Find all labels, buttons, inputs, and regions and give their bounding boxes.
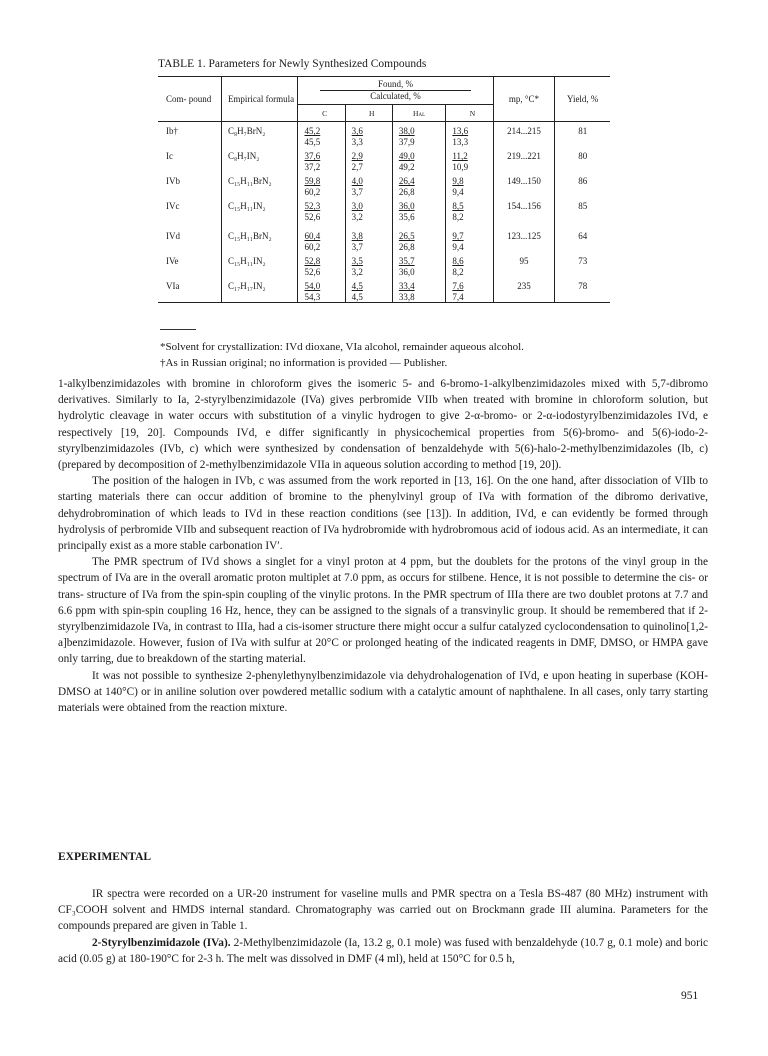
cell-n-calculated: 8,2 (452, 211, 464, 222)
cell-c-calculated: 54,3 (304, 291, 321, 302)
cell-hal (392, 227, 445, 252)
cell-yield: 78 (555, 277, 610, 303)
cell-yield: 80 (555, 147, 610, 172)
cell-n (446, 227, 493, 252)
cell-c-found: 59,8 (304, 176, 321, 186)
cell-hal-calculated: 26,8 (398, 241, 415, 252)
header-c: C (298, 105, 345, 122)
cell-h-calculated: 3,2 (351, 266, 363, 277)
cell-n (446, 147, 493, 172)
cell-formula: C₁₅H₁₁BrN₂ (221, 227, 298, 252)
cell-h-calculated: 3,7 (351, 241, 363, 252)
cell-compound: IVe (166, 256, 179, 266)
cell-n-calculated: 9,4 (452, 241, 464, 252)
section-heading-experimental: EXPERIMENTAL (58, 851, 152, 863)
cell-c-calculated: 37,2 (304, 161, 321, 172)
cell-hal-calculated: 36,0 (398, 266, 415, 277)
cell-c (298, 277, 345, 303)
cell-mp: 95 (493, 252, 555, 277)
cell-h-calculated: 4,5 (351, 291, 363, 302)
paragraph-4: It was not possible to synthesize 2-phenylethynylbenzimidazole via dehydrohalogenation of IVd, e upon heating in superbase (KOH-DMSO at 140°C) or in aniline solution over powdered metallic sodium with a catalytic amount of naphthalene. In all cases, only tarry starting materials were obtained from the reaction mixture. (58, 669, 708, 715)
cell-h-found: 3,6 (351, 126, 363, 136)
cell-h (345, 122, 392, 148)
header-mp: mp, °C* (493, 77, 555, 122)
discussion-text (58, 376, 708, 716)
cell-n-found: 8,5 (452, 201, 464, 211)
cell-hal-calculated: 35,6 (398, 211, 415, 222)
table-row (158, 277, 610, 303)
cell-n-found: 13,6 (452, 126, 469, 136)
cell-c-found: 54,0 (304, 281, 321, 291)
cell-h (345, 252, 392, 277)
cell-h-found: 3,0 (351, 201, 363, 211)
paragraph-3: The PMR spectrum of IVd shows a singlet for a vinyl proton at 4 ppm, but the doublets for the protons of the vinyl group in the spectrum of IVa are in the overall aromatic proton multiplet at 7.0 ppm, as occurs for stilbene. Hence, it is not possible to determine the cis- or trans- structure of IVa from the spin-spin coupling of the vinylic protons. In the PMR spectrum of IIIa there are two doublet protons at 7.7 and 6.6 ppm with spin-spin coupling 16 Hz, hence, they can be assigned to the signals of a transvinylic group. It should be remembered that if 2-styrylbenzimidazole IVa, in contrast to IIIa, had a cis-isomer structure there might occur a sulfur catalyzed cyclocondensation to quinolino[1,2-a]benzimidazole. However, fusion of IVa with sulfur at 20°C or prolonged heating of the indicated reagents in DMF, DMSO, or HMPA gave only tarring, due to breakdown of the starting material. (58, 556, 708, 666)
paragraph-1: 1-alkylbenzimidazoles with bromine in chloroform gives the isomeric 5- and 6-bromo-1-alkylbenzimidazoles mixed with 5,7-dibromo derivatives. Similarly to Ia, 2-styrylbenzimidazole (IVa) gives perbromide VIIb when treated with bromine in chloroform solution, but hydrolytic cleavage in water occurs with substitution of a vinylic hydrogen to give 2-α-bromo- or 2-α-iodostyrylbenzimidazoles IVd, e respectively [19, 20]. Compounds IVd, e differ significantly in physicochemical properties from 5(6)-bromo- and 5(6)-iodo-2-styrylbenzimidazoles (IVb, c) which were synthesized by condensation of benzaldehyde with 5(6)-halo-2-methylbenzimidazoles (Ib, c) (prepared by decomposition of 2-methylbenzimidazole VIIa in aqueous solution according to method [19, 20]). (58, 378, 708, 472)
cell-n (446, 252, 493, 277)
cell-n-calculated: 10,9 (452, 161, 469, 172)
compound-heading: 2-Styrylbenzimidazole (IVa). (92, 936, 231, 949)
cell-mp: 214...215 (493, 122, 555, 148)
cell-hal (392, 172, 445, 197)
cell-mp: 235 (493, 277, 555, 303)
cell-hal (392, 147, 445, 172)
cell-hal (392, 197, 445, 222)
cell-hal-calculated: 37,9 (398, 136, 415, 147)
cell-c-found: 45,2 (304, 126, 321, 136)
cell-c-calculated: 52,6 (304, 211, 321, 222)
cell-c-found: 37,6 (304, 151, 321, 161)
table-body (158, 122, 610, 303)
cell-yield: 85 (555, 197, 610, 222)
cell-n-found: 9,8 (452, 176, 464, 186)
cell-yield: 81 (555, 122, 610, 148)
cell-compound: IVd (166, 231, 180, 241)
cell-h-calculated: 3,3 (351, 136, 363, 147)
cell-mp: 154...156 (493, 197, 555, 222)
cell-mp: 149...150 (493, 172, 555, 197)
cell-h (345, 197, 392, 222)
experimental-text (58, 886, 708, 967)
cell-hal-found: 33,4 (398, 281, 415, 291)
cell-formula: C₈H₇IN₂ (221, 147, 298, 172)
table-row (158, 227, 610, 252)
cell-n-found: 7,6 (452, 281, 464, 291)
cell-h (345, 277, 392, 303)
cell-hal (392, 277, 445, 303)
cell-c-calculated: 52,6 (304, 266, 321, 277)
header-compound: Com- pound (158, 77, 221, 122)
cell-hal-found: 36,0 (398, 201, 415, 211)
cell-n (446, 277, 493, 303)
cell-yield: 64 (555, 227, 610, 252)
cell-compound: Ib† (166, 126, 178, 136)
cell-hal (392, 122, 445, 148)
header-hal: Hal (392, 105, 445, 122)
cell-n (446, 197, 493, 222)
cell-mp: 219...221 (493, 147, 555, 172)
table-row (158, 172, 610, 197)
cell-c (298, 197, 345, 222)
cell-c-found: 60,4 (304, 231, 321, 241)
page-number: 951 (681, 990, 699, 1002)
header-h: H (345, 105, 392, 122)
cell-n (446, 172, 493, 197)
cell-formula: C₁₅H₁₁IN₂ (221, 252, 298, 277)
cell-hal-calculated: 33,8 (398, 291, 415, 302)
cell-h-found: 4,5 (351, 281, 363, 291)
parameters-table (158, 76, 610, 303)
cell-yield: 73 (555, 252, 610, 277)
header-found-calculated (298, 77, 493, 105)
table-row (158, 252, 610, 277)
cell-c-found: 52,3 (304, 201, 321, 211)
cell-hal-found: 49,0 (398, 151, 415, 161)
cell-formula: C₁₇H₁₇IN₂ (221, 277, 298, 303)
paragraph-6-text: 2-Methylbenzimidazole (Ia, 13.2 g, 0.1 mole) was fused with benzaldehyde (10.7 g, 0.1 mole) and boric acid (0.05 g) at 180-190°C for 2-3 h. The melt was dissolved in DMF (4 ml), held at 150°C for 0.5 h, (58, 936, 708, 965)
cell-h (345, 172, 392, 197)
cell-hal-found: 38,0 (398, 126, 415, 136)
cell-h-calculated: 2,7 (351, 161, 363, 172)
cell-c (298, 172, 345, 197)
cell-hal-found: 26,5 (398, 231, 415, 241)
cell-hal (392, 252, 445, 277)
cell-formula: C₈H₇BrN₂ (221, 122, 298, 148)
cell-n-calculated: 7,4 (452, 291, 464, 302)
cell-hal-found: 35,7 (398, 256, 415, 266)
table-row (158, 147, 610, 172)
header-yield: Yield, % (555, 77, 610, 122)
cell-c-calculated: 60,2 (304, 241, 321, 252)
table-row (158, 197, 610, 222)
table-caption: TABLE 1. Parameters for Newly Synthesized Compounds (158, 58, 427, 70)
footnote-dagger: †As in Russian original; no information is provided — Publisher. (160, 357, 448, 369)
table-row (158, 122, 610, 148)
cell-n-found: 11,2 (452, 151, 468, 161)
cell-h-found: 2,9 (351, 151, 363, 161)
paragraph-2: The position of the halogen in IVb, c was assumed from the work reported in [13, 16]. On the one hand, after dissociation of VIIb to starting materials there can occur addition of bromine to the phenylvinyl group of IVa with formation of the dibromo derivative, dehydrobromination of which leads to IVd in these reaction conditions (see [13]). In addition, IVd, e can evidently be formed through hydrolysis of perbromide VIIb and subsequent reaction of IVa hydrobromide with hydrobromous acid of iodous acid. As an intermediate, it can principally exist as a more stable carbonation IV′. (58, 475, 708, 553)
cell-c (298, 147, 345, 172)
cell-n-calculated: 13,3 (452, 136, 469, 147)
cell-c (298, 227, 345, 252)
footnote-rule (160, 329, 196, 330)
cell-h-found: 3,5 (351, 256, 363, 266)
cell-formula: C₁₅H₁₁IN₂ (221, 197, 298, 222)
cell-n-found: 8,6 (452, 256, 464, 266)
cell-c (298, 252, 345, 277)
cell-h-calculated: 3,2 (351, 211, 363, 222)
header-found: Found, % (320, 79, 470, 91)
cell-h (345, 227, 392, 252)
cell-n-calculated: 9,4 (452, 186, 464, 197)
cell-hal-found: 26,4 (398, 176, 415, 186)
cell-compound: IVb (166, 176, 180, 186)
paragraph-6 (58, 935, 708, 967)
cell-h-found: 3,8 (351, 231, 363, 241)
cell-h (345, 147, 392, 172)
cell-c-calculated: 45,5 (304, 136, 321, 147)
cell-compound: IVc (166, 201, 180, 211)
header-calculated: Calculated, % (370, 91, 421, 101)
cell-compound: VIa (158, 277, 221, 303)
footnote-star: *Solvent for crystallization: IVd dioxane, VIa alcohol, remainder aqueous alcohol. (160, 341, 524, 353)
cell-c-calculated: 60,2 (304, 186, 321, 197)
cell-hal-calculated: 49,2 (398, 161, 415, 172)
cell-c-found: 52,8 (304, 256, 321, 266)
header-formula: Empirical formula (221, 77, 298, 122)
cell-n-calculated: 8,2 (452, 266, 464, 277)
cell-n (446, 122, 493, 148)
cell-yield: 86 (555, 172, 610, 197)
cell-formula: C₁₅H₁₁BrN₂ (221, 172, 298, 197)
cell-h-found: 4,0 (351, 176, 363, 186)
cell-hal-calculated: 26,8 (398, 186, 415, 197)
paragraph-5: IR spectra were recorded on a UR-20 instrument for vaseline mulls and PMR spectra on a Tesla BS-487 (80 MHz) instrument with CF₃COOH solvent and HMDS internal standard. Chromatography was carried out on Brockmann grade III alumina. Parameters for the compounds prepared are given in Table 1. (58, 888, 708, 933)
header-n: N (446, 105, 493, 122)
cell-c (298, 122, 345, 148)
cell-h-calculated: 3,7 (351, 186, 363, 197)
cell-n-found: 9,7 (452, 231, 464, 241)
cell-mp: 123...125 (493, 227, 555, 252)
cell-compound: Ic (166, 151, 173, 161)
